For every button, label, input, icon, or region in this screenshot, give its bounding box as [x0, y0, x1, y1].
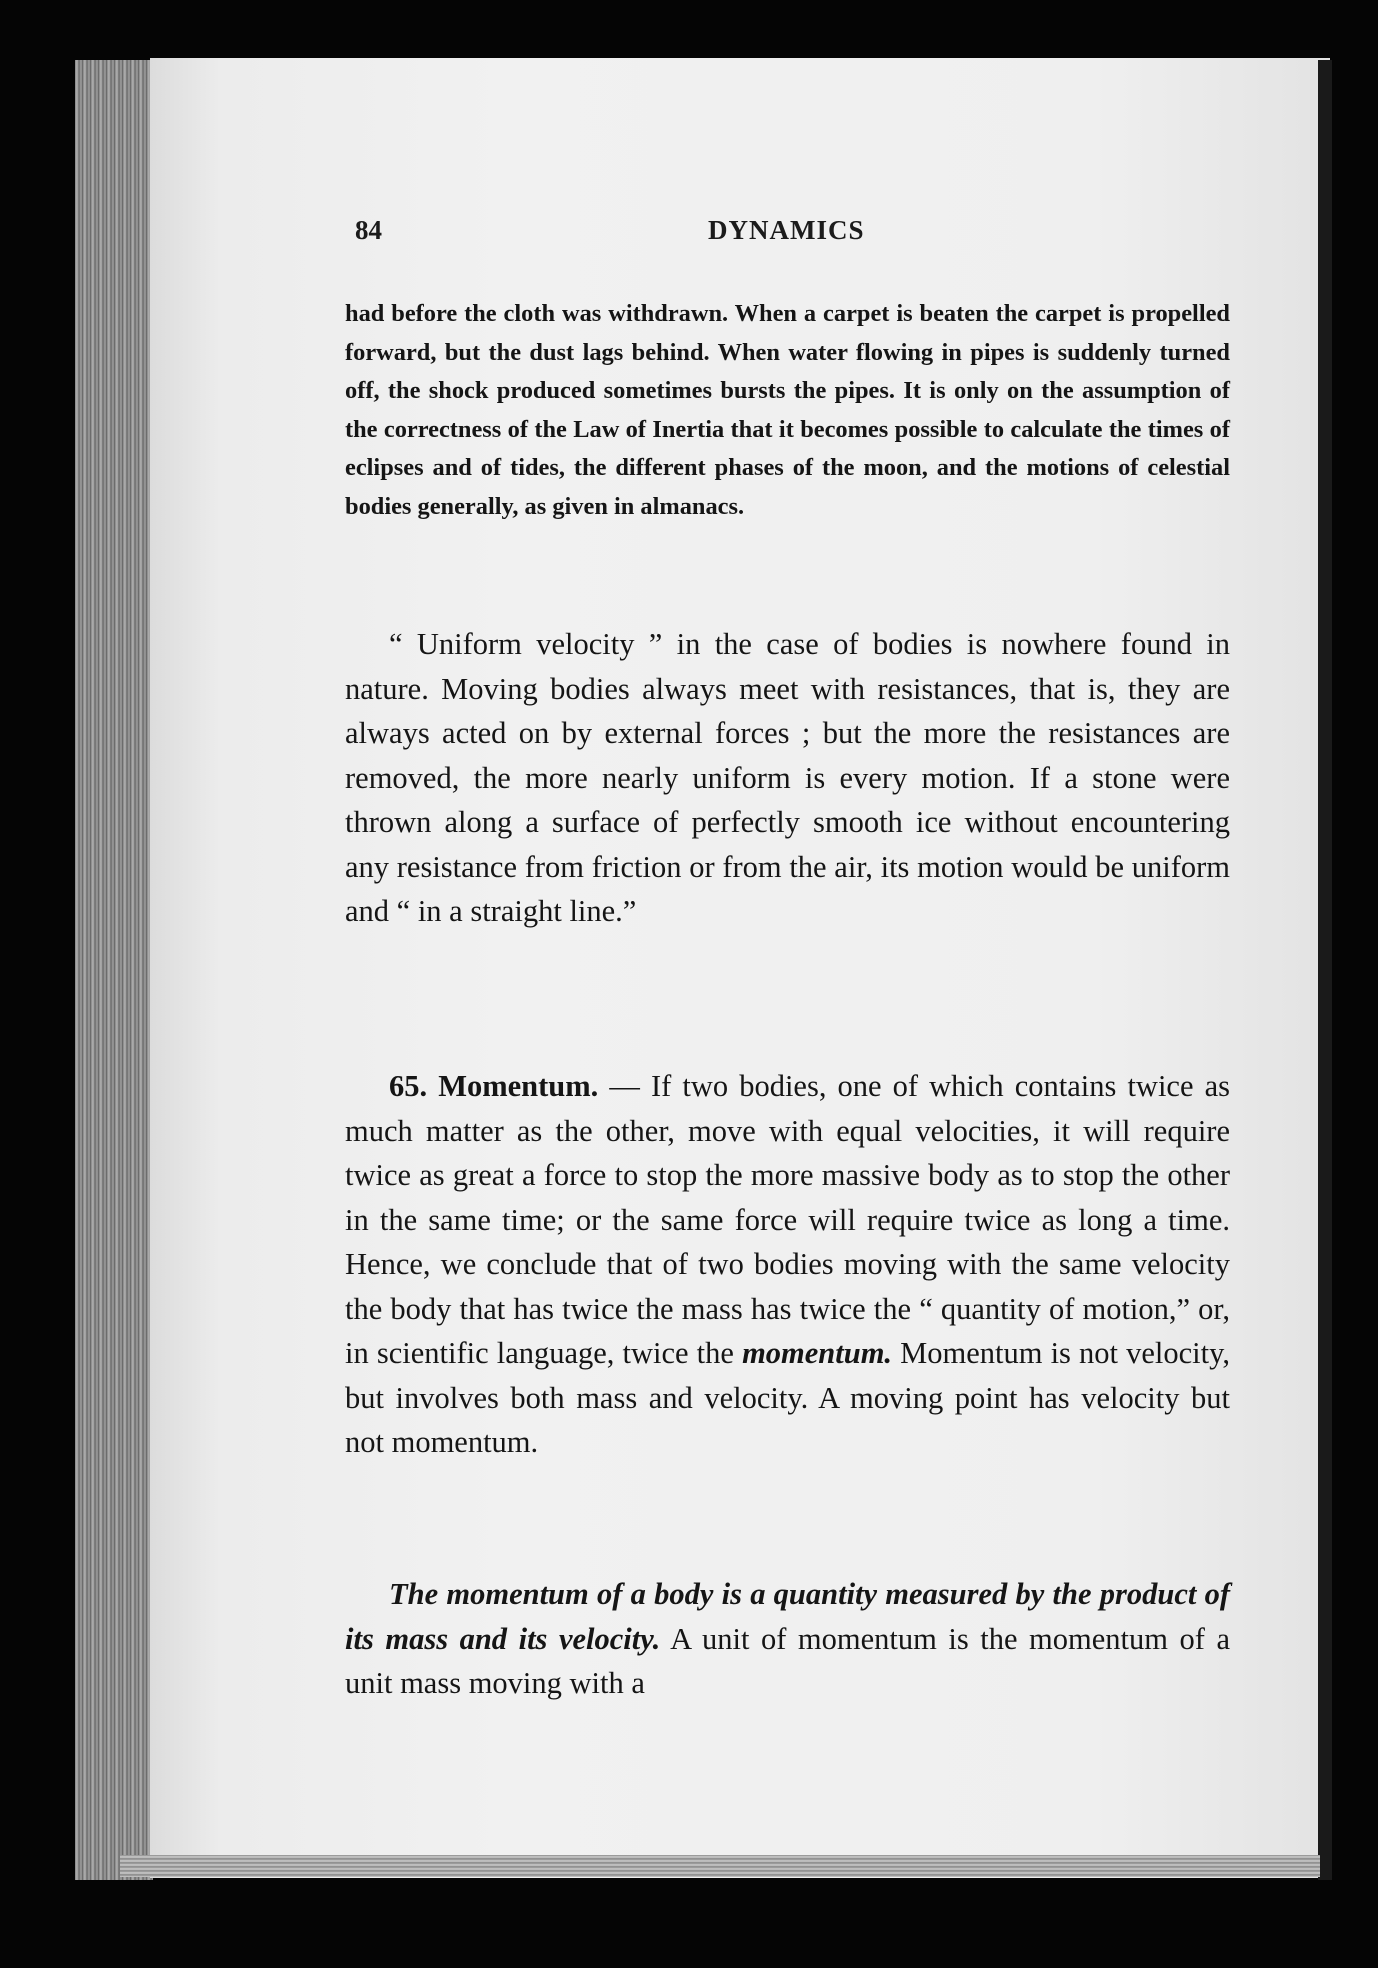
emphasized-term: momentum. [742, 1336, 893, 1370]
paragraph-inertia-examples [345, 295, 1230, 526]
book-block-left-edge [75, 60, 153, 1880]
page-header [355, 215, 1215, 255]
section-text-continued: Momentum is not velocity, but involves both mass and velocity. A moving point has velocity but not momentum. [345, 1336, 1230, 1459]
paragraph-momentum-definition [345, 1572, 1230, 1706]
paragraph-uniform-velocity [345, 622, 1230, 934]
book-block-bottom-edge [120, 1855, 1320, 1877]
book-block-right-edge [1318, 60, 1332, 1880]
paragraph-text: “ Uniform velocity ” in the case of bodies is nowhere found in nature. Moving bodies always meet with resistances, that is, they are always acted on by external forces ; but the more the resistances are removed, the more nearly uniform is every motion. If a stone were thrown along a surface of perfectly smooth ice without encountering any resistance from friction or from the air, its motion would be uniform and “ in a straight line.” [345, 627, 1230, 928]
definition-text: The momentum of a body is a quantity measured by the product of its mass and its velocity. [345, 1577, 1230, 1656]
paragraph-text: had before the cloth was withdrawn. When a carpet is beaten the carpet is propelled forward, but the dust lags behind. When water flowing in pipes is suddenly turned off, the shock produced sometimes bursts the pipes. It is only on the assumption of the correctness of the Law of Inertia that it becomes possible to calculate the times of eclipses and of tides, the different phases of the moon, and the motions of celestial bodies generally, as given in almanacs. [345, 300, 1230, 520]
running-head: DYNAMICS [708, 215, 865, 245]
section-number: 65. [389, 1069, 428, 1103]
page-number: 84 [355, 215, 382, 245]
section-momentum [345, 1064, 1230, 1465]
section-paragraph [345, 1064, 1230, 1465]
section-text: — If two bodies, one of which contains twice as much matter as the other, move with equal velocities, it will require twice as great a force to stop the more massive body as to stop the other in the same time; or the same force will require twice as long a time. Hence, we conclude that of two bodies moving with the same velocity the body that has twice the mass has twice the “ quantity of motion,” or, in scientific language, twice the [345, 1069, 1230, 1370]
section-title: Momentum. [438, 1069, 599, 1103]
definition-paragraph [345, 1572, 1230, 1706]
definition-continuation: A unit of momentum is the momentum of a unit mass moving with a [345, 1621, 1230, 1700]
